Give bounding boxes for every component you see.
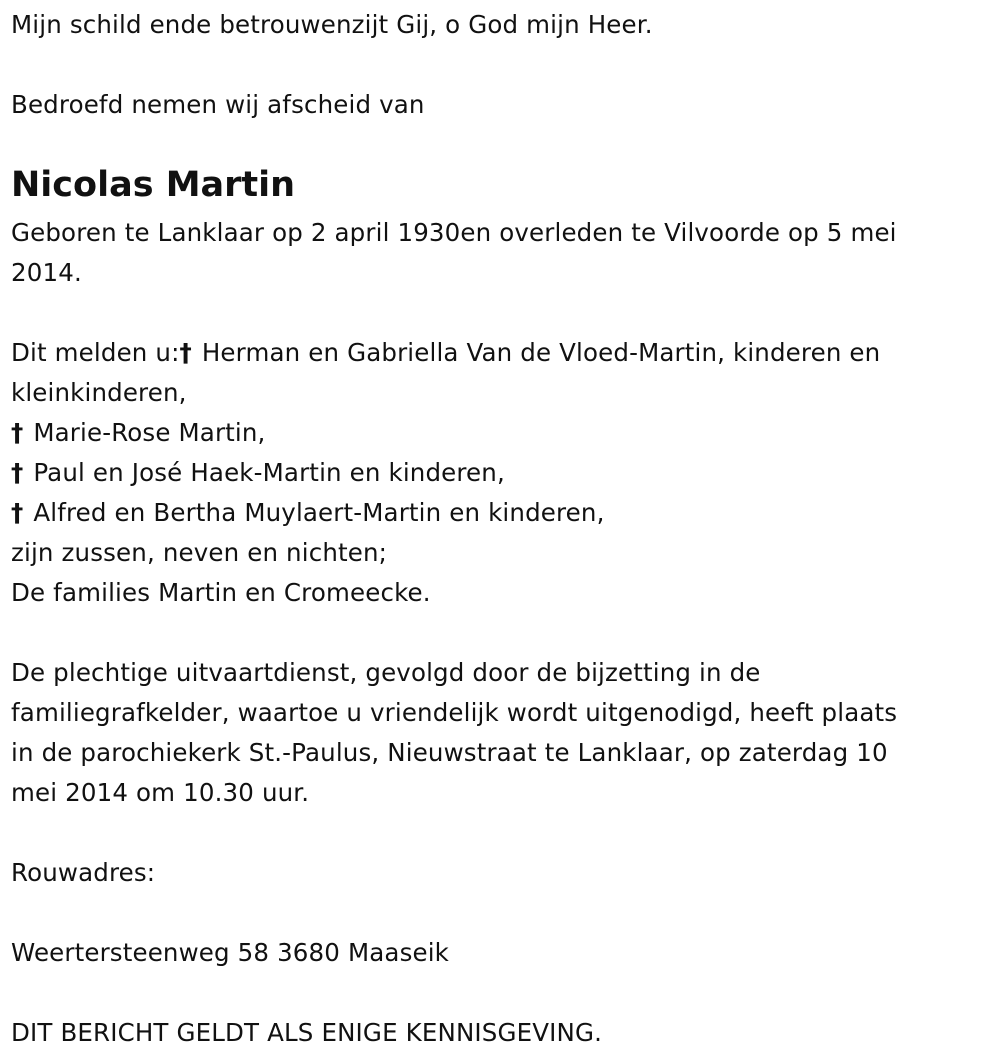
announcers-lead: Dit melden u: xyxy=(11,338,180,367)
birth-death-line-1: Geboren te Lanklaar op 2 april 1930en overleden te Vilvoorde op 5 mei xyxy=(11,218,897,247)
service-line-3: in de parochiekerk St.-Paulus, Nieuwstraat te Lanklaar, op zaterdag 10 xyxy=(11,738,888,767)
announcer-list-item: † Paul en José Haek-Martin en kinderen, xyxy=(11,458,505,487)
service-line-2: familiegrafkelder, waartoe u vriendelijk wordt uitgenodigd, heeft plaats xyxy=(11,698,898,727)
relatives-text: zijn zussen, neven en nichten; xyxy=(11,538,388,567)
families-text: De families Martin en Cromeecke. xyxy=(11,578,431,607)
service-line-4: mei 2014 om 10.30 uur. xyxy=(11,778,310,807)
announcer-list-item: † Marie-Rose Martin, xyxy=(11,418,266,447)
dagger-icon: † xyxy=(11,418,24,447)
deceased-name: Nicolas Martin xyxy=(11,165,296,205)
announcer-first-name: Herman en Gabriella Van de Vloed-Martin, kinderen en xyxy=(201,338,881,367)
intro-text: Bedroefd nemen wij afscheid van xyxy=(11,90,425,119)
service-line-1: De plechtige uitvaartdienst, gevolgd door de bijzetting in de xyxy=(11,658,761,687)
announcer-first-continuation: kleinkinderen, xyxy=(11,378,187,407)
verse-text: Mijn schild ende betrouwenzijt Gij, o God mijn Heer. xyxy=(11,10,653,39)
mourning-address: Weertersteenweg 58 3680 Maaseik xyxy=(11,938,450,967)
dagger-icon: † xyxy=(11,498,24,527)
dagger-icon: † xyxy=(11,458,24,487)
dagger-icon: † xyxy=(179,338,192,367)
notice-text: DIT BERICHT GELDT ALS ENIGE KENNISGEVING. xyxy=(11,1018,603,1047)
announcer-list-item: † Alfred en Bertha Muylaert-Martin en kinderen, xyxy=(11,498,605,527)
announcers-first-line xyxy=(11,333,880,373)
mourning-address-label: Rouwadres: xyxy=(11,858,156,887)
birth-death-line-2: 2014. xyxy=(11,258,82,287)
